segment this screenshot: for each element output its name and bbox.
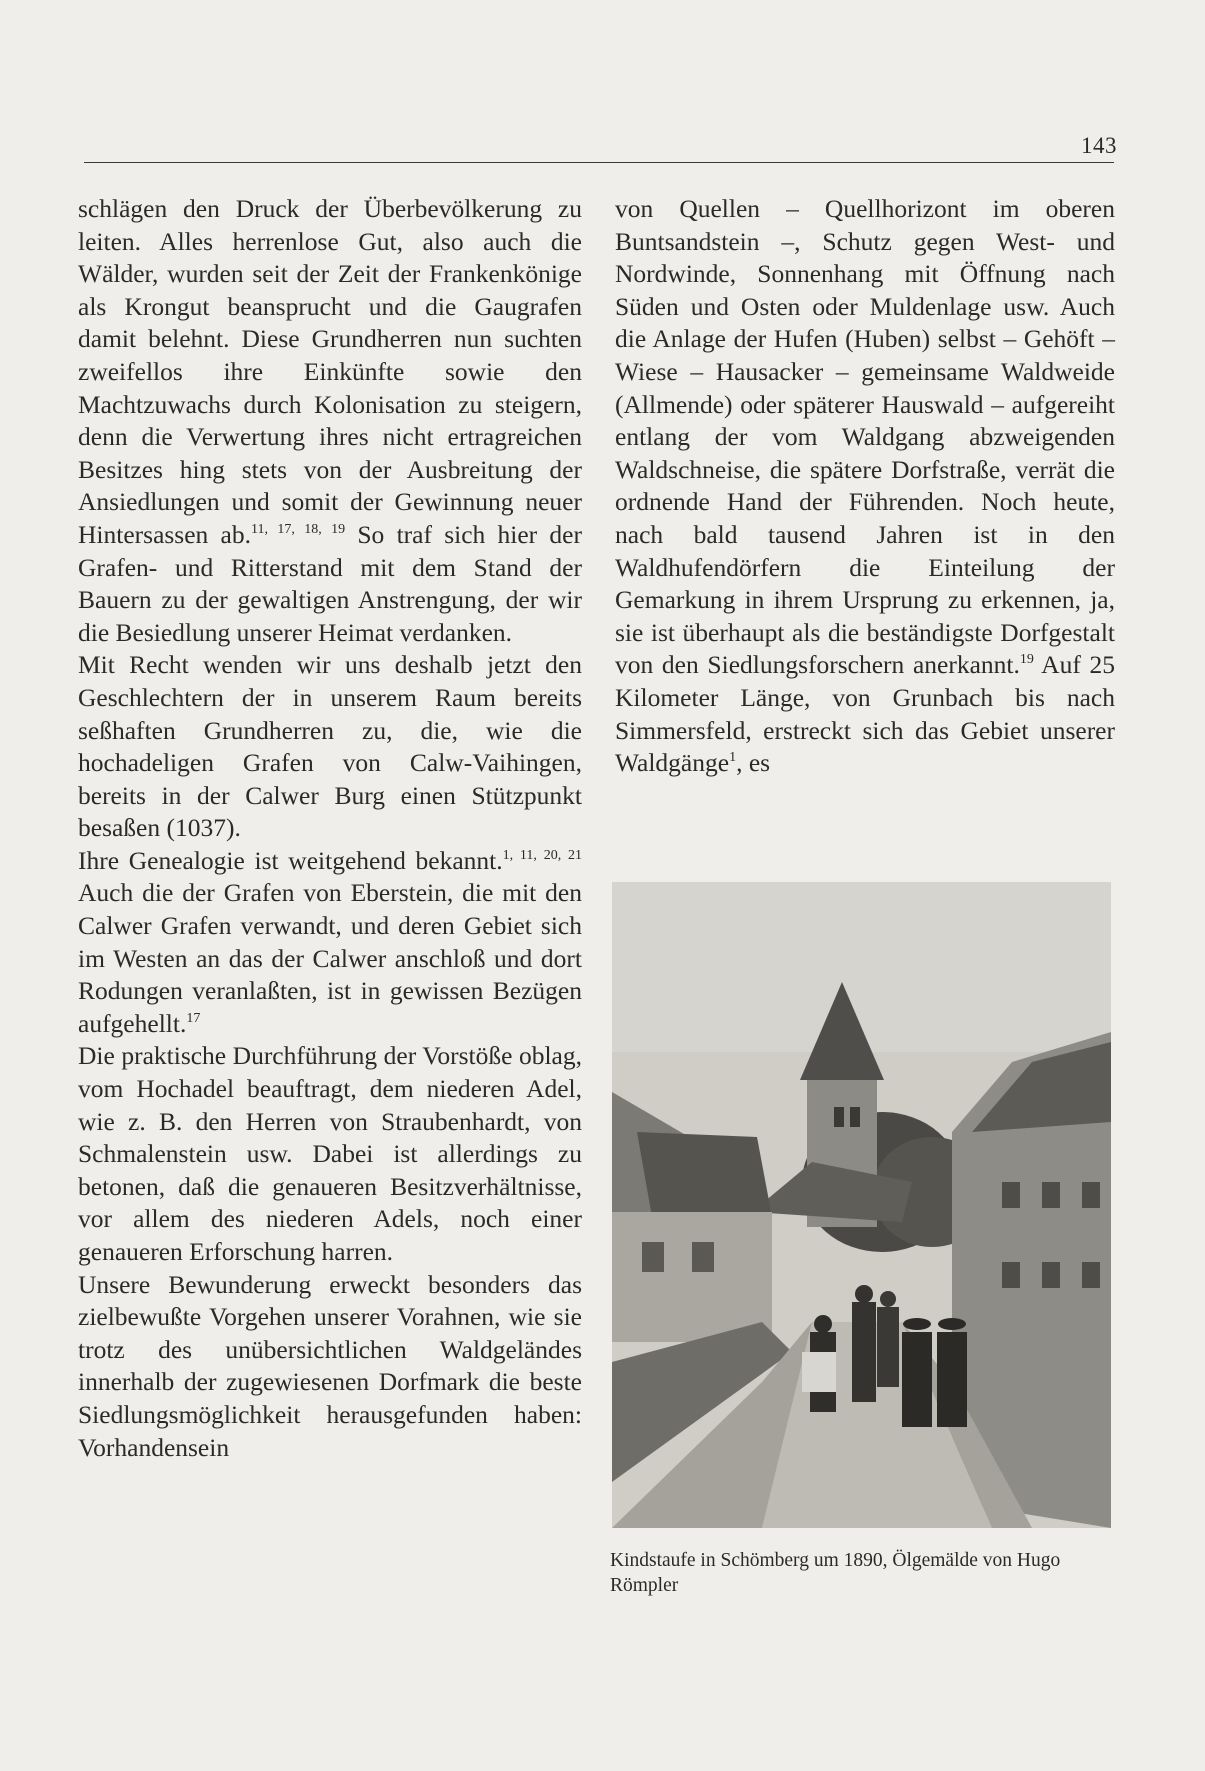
footnote-reference: 1: [729, 750, 737, 766]
paragraph: [78, 193, 582, 649]
paragraph: [78, 845, 582, 1041]
paragraph-text: Auf 25 Kilometer Länge, von Grunbach bis nach Simmersfeld, erstreckt sich das Gebiet unserer Waldgänge: [615, 650, 1115, 778]
paragraph-text: So traf sich hier der Grafen- und Ritterstand mit dem Stand der Bauern zu der gewaltigen Anstrengung, der wir die Besiedlung unserer Heimat verdanken.: [78, 519, 582, 647]
paragraph-text: Auch die der Grafen von Eberstein, die mit den Calwer Grafen verwandt, und deren Gebiet sich im Westen an das der Calwer anschloß und dort Rodungen veranlaßten, ist in gewissen Bezügen aufgehellt.: [78, 878, 582, 1038]
paragraph-text: von Quellen – Quellhorizont im oberen Buntsandstein –, Schutz gegen West- und Nordwinde, Sonnenhang mit Öffnung nach Süden und Osten oder Muldenlage usw. Auch die Anlage der Hufen (Huben) selbst – Gehöft – Wiese – Hausacker – gemeinsame Waldweide (Allmende) oder späterer Hauswald – aufgereiht entlang der vom Waldgang abzweigenden Waldschneise, die spätere Dorfstraße, verrät die ordnende Hand der Führenden. Noch heute, nach bald tausend Jahren ist in den Waldhufendörfern die Einteilung der Gemarkung in ihrem Ursprung zu erkennen, ja, sie ist überhaupt als die beständigste Dorfgestalt von den Siedlungsforschern anerkannt.: [615, 194, 1115, 680]
paragraph: [78, 1269, 582, 1465]
header-rule: [84, 162, 1114, 163]
paragraph: [78, 1040, 582, 1268]
paragraph-text: schlägen den Druck der Überbevölkerung zu leiten. Alles herrenlose Gut, also auch die Wälder, wurden seit der Zeit der Frankenkönige als Krongut beansprucht und die Gaugrafen damit belehnt. Diese Grundherren nun suchten zweifellos ihre Einkünfte sowie den Machtzuwachs durch Kolonisation zu steigern, denn die Verwertung ihres nicht ertragreichen Besitzes hing stets von der Ausbreitung der Ansiedlungen und somit der Gewinnung neuer Hintersassen ab.: [78, 194, 582, 549]
page-number: 143: [1081, 133, 1117, 158]
paragraph-text: Unsere Bewunderung erweckt besonders das zielbewußte Vorgehen unserer Vorahnen, wie sie trotz des unübersichtlichen Waldgeländes innerhalb der zugewiesenen Dorfmark die beste Siedlungsmöglichkeit herausgefunden haben: Vorhandensein: [78, 1269, 582, 1462]
paragraph-text: Die praktische Durchführung der Vorstöße oblag, vom Hochadel beauftragt, dem niederen Adel, wie z. B. den Herren von Straubenhardt, von Schmalenstein usw. Dabei ist allerdings zu betonen, daß die genaueren Besitzverhältnisse, vor allem des niederen Adels, noch einer genaueren Erforschung harren.: [78, 1041, 582, 1266]
paragraph: [78, 649, 582, 845]
paragraph-text: Mit Recht wenden wir uns deshalb jetzt den Geschlechtern der in unserem Raum bereits seßhaften Grundherren zu, die, wie die hochadeligen Grafen von Calw-Vaihingen, bereits in der Calwer Burg einen Stützpunkt besaßen (1037).: [78, 650, 582, 843]
left-text-column: [78, 193, 582, 1464]
paragraph: [615, 193, 1115, 780]
paragraph-text: , es: [736, 748, 771, 778]
footnote-reference: 19: [1019, 652, 1034, 668]
painting-figure: [612, 882, 1111, 1528]
footnote-reference: 1, 11, 20, 21: [502, 847, 583, 863]
right-text-column: [615, 193, 1115, 780]
footnote-reference: 11, 17, 18, 19: [251, 521, 346, 537]
village-church-painting: [612, 882, 1111, 1528]
footnote-reference: 17: [186, 1010, 201, 1026]
paragraph-text: Ihre Genealogie ist weitgehend bekannt.: [78, 845, 503, 875]
figure-caption: Kindstaufe in Schömberg um 1890, Ölgemälde von Hugo Römpler: [610, 1550, 1061, 1596]
